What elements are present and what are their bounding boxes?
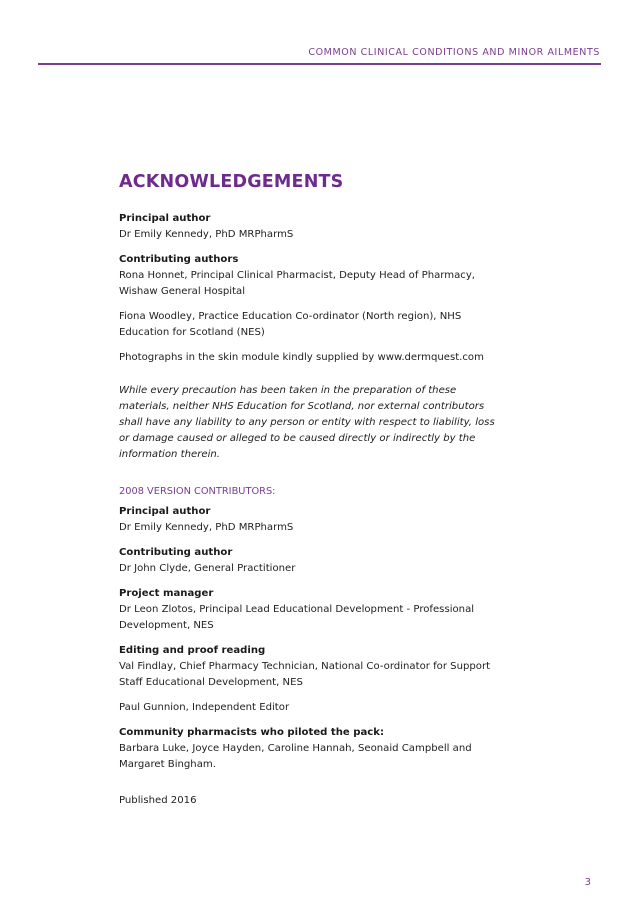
- page-number: 3: [584, 877, 591, 888]
- project-manager-block: [119, 586, 499, 634]
- project-manager-name: Dr Leon Zlotos, Principal Lead Educational Development - Professional Development, NES: [119, 604, 475, 631]
- contributing-authors-block: [119, 252, 499, 300]
- principal-author-label: Principal author: [119, 213, 211, 224]
- contributor-entry: Fiona Woodley, Practice Education Co-ordinator (North region), NHS Education for Scotland (NES): [119, 311, 462, 338]
- v2008-principal-author-label: Principal author: [119, 506, 211, 517]
- running-header: COMMON CLINICAL CONDITIONS AND MINOR AILMENTS: [308, 47, 600, 58]
- pilot-pharmacists-label: Community pharmacists who piloted the pack:: [119, 727, 385, 738]
- v2008-principal-author-block: [119, 504, 499, 536]
- disclaimer-text: While every precaution has been taken in the preparation of these materials, neither NHS Education for Scotland, nor external contributors shall have any liability to any person or entity with respect to liability, loss or damage caused or alleged to be caused directly or indirectly by the information therein.: [119, 385, 495, 460]
- editing-block: [119, 643, 499, 691]
- published-date: Published 2016: [119, 795, 197, 806]
- v2008-principal-author-name: Dr Emily Kennedy, PhD MRPharmS: [119, 522, 294, 533]
- v2008-contributing-author-label: Contributing author: [119, 547, 233, 558]
- version-2008-heading: 2008 VERSION CONTRIBUTORS:: [119, 486, 276, 497]
- editing-label: Editing and proof reading: [119, 645, 266, 656]
- project-manager-label: Project manager: [119, 588, 214, 599]
- page-title: ACKNOWLEDGEMENTS: [119, 172, 344, 192]
- editor-entry: Paul Gunnion, Independent Editor: [119, 702, 290, 713]
- v2008-contributing-author-name: Dr John Clyde, General Practitioner: [119, 563, 296, 574]
- pilot-pharmacists-block: [119, 725, 499, 773]
- photographs-credit: Photographs in the skin module kindly supplied by www.dermquest.com: [119, 352, 484, 363]
- principal-author-name: Dr Emily Kennedy, PhD MRPharmS: [119, 229, 294, 240]
- v2008-contributing-author-block: [119, 545, 499, 577]
- acknowledgements-section: [119, 172, 499, 809]
- pilot-pharmacists-names: Barbara Luke, Joyce Hayden, Caroline Hannah, Seonaid Campbell and Margaret Bingham.: [119, 743, 472, 770]
- editor-entry: Val Findlay, Chief Pharmacy Technician, National Co-ordinator for Support Staff Educational Development, NES: [119, 661, 491, 688]
- contributor-entry: Rona Honnet, Principal Clinical Pharmacist, Deputy Head of Pharmacy, Wishaw General Hospital: [119, 270, 476, 297]
- header-divider: [38, 63, 601, 65]
- contributing-authors-label: Contributing authors: [119, 254, 239, 265]
- principal-author-block: [119, 211, 499, 243]
